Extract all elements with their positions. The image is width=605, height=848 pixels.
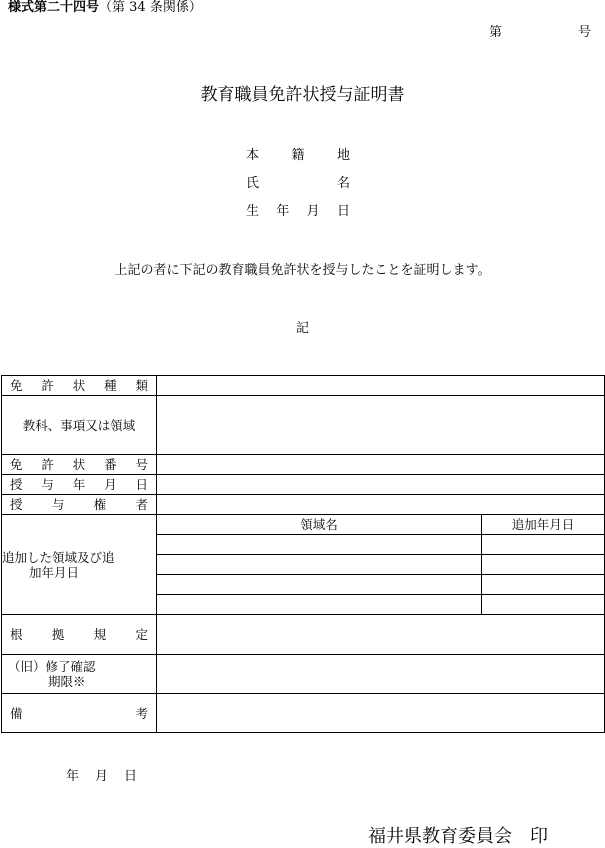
field-honseki: 本 籍 地 xyxy=(246,148,350,163)
form-reference: （第 34 条関係） xyxy=(99,0,202,15)
label-basis: 根 拠 規 定 xyxy=(2,615,157,655)
added-date-cell[interactable] xyxy=(482,575,605,595)
row-license-number xyxy=(2,455,605,475)
added-field-name-cell[interactable] xyxy=(157,555,482,575)
added-field-name-cell[interactable] xyxy=(157,575,482,595)
document-number-suffix: 号 xyxy=(578,25,592,40)
row-license-type xyxy=(2,376,605,396)
value-old-expiry[interactable] xyxy=(157,655,605,694)
row-remarks xyxy=(2,694,605,733)
label-old-expiry: （旧）修了確認 期限※ xyxy=(2,655,157,694)
issuer-seal: 福井県教育委員会 印 xyxy=(368,826,548,847)
row-basis xyxy=(2,615,605,655)
added-field-name-cell[interactable] xyxy=(157,595,482,615)
value-subjects[interactable] xyxy=(157,396,605,455)
added-date-cell[interactable] xyxy=(482,595,605,615)
row-award-date xyxy=(2,475,605,495)
value-license-number[interactable] xyxy=(157,455,605,475)
ki-heading: 記 xyxy=(295,321,309,336)
form-number xyxy=(8,0,202,16)
row-old-expiry xyxy=(2,655,605,694)
value-award-date[interactable] xyxy=(157,475,605,495)
label-license-number: 免 許 状 番 号 xyxy=(2,455,157,475)
issue-date: 年 月 日 xyxy=(66,769,138,784)
label-license-type: 免 許 状 種 類 xyxy=(2,376,157,396)
label-awarder: 授 与 権 者 xyxy=(2,495,157,515)
certificate-table xyxy=(1,375,605,733)
column-header-field-name: 領域名 xyxy=(157,515,482,535)
value-remarks[interactable] xyxy=(157,694,605,733)
label-subjects: 教科、事項又は領域 xyxy=(2,396,157,455)
added-field-name-cell[interactable] xyxy=(157,535,482,555)
column-header-added-date: 追加年月日 xyxy=(482,515,605,535)
row-awarder xyxy=(2,495,605,515)
value-awarder[interactable] xyxy=(157,495,605,515)
certification-statement: 上記の者に下記の教育職員免許状を授与したことを証明します。 xyxy=(114,263,491,278)
label-remarks: 備 考 xyxy=(2,694,157,733)
row-subjects xyxy=(2,396,605,455)
field-name: 氏 名 xyxy=(246,176,350,191)
form-label: 様式第二十四号 xyxy=(8,0,100,15)
label-award-date: 授 与 年 月 日 xyxy=(2,475,157,495)
value-license-type[interactable] xyxy=(157,376,605,396)
value-basis[interactable] xyxy=(157,615,605,655)
page-title: 教育職員免許状授与証明書 xyxy=(200,85,405,105)
field-birthdate: 生 年 月 日 xyxy=(246,204,350,219)
added-date-cell[interactable] xyxy=(482,535,605,555)
label-added-fields: 追加した領域及び追 加年月日 xyxy=(2,515,157,615)
added-date-cell[interactable] xyxy=(482,555,605,575)
document-number-prefix: 第 xyxy=(489,25,503,40)
row-added-fields-header xyxy=(2,515,605,535)
